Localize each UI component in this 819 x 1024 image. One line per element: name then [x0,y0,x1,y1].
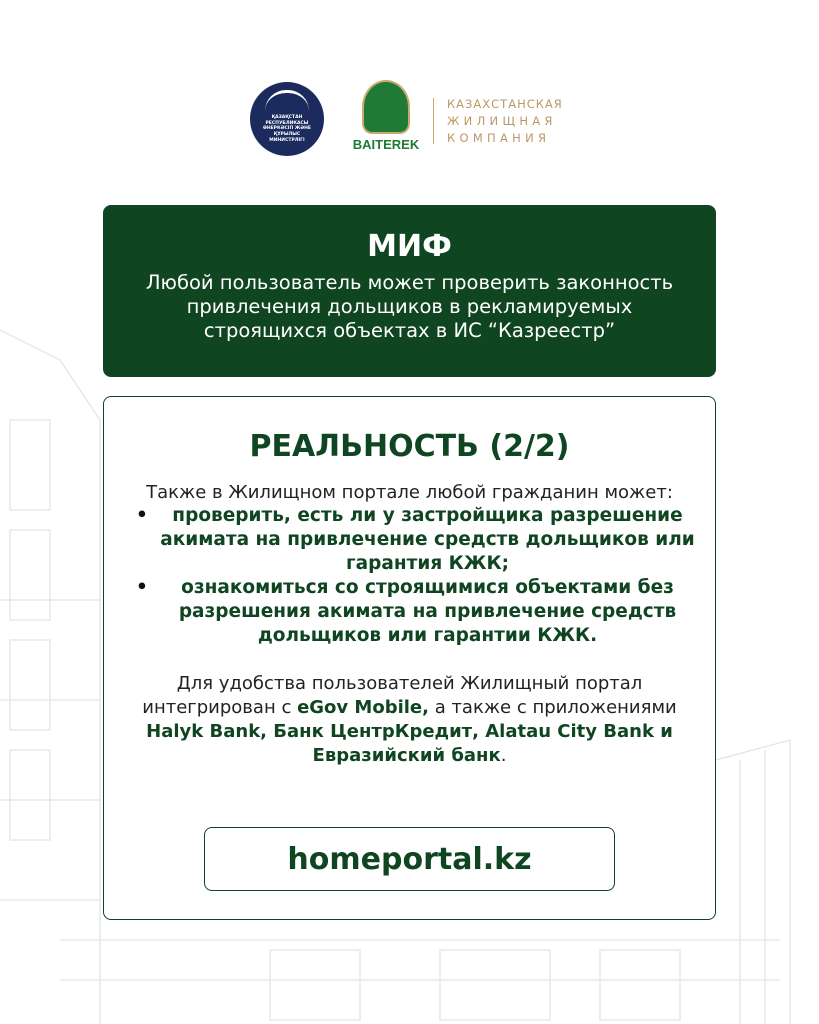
reality-card [103,396,716,920]
myth-card [103,205,716,377]
bullet-item [134,504,699,576]
myth-text: Любой пользователь может проверить законность привлечения дольщиков в рекламируемых строящихся объектах в ИС “Казреестр” [145,271,674,342]
homeportal-link[interactable]: homeportal.kz [204,827,615,891]
bullet-text: ознакомиться со строящимися объектами без разрешения акимата на привлечение средств дольщиков или гарантии КЖК. [178,577,677,646]
company-name [447,96,563,147]
reality-title: РЕАЛЬНОСТЬ (2/2) [249,429,570,464]
banks-highlight: Halyk Bank, Банк ЦентрКредит, Alatau City Bank и Евразийский банк [146,721,673,766]
bullet-text: проверить, есть ли у застройщика разрешение акимата на привлечение средств дольщиков или гарантия КЖК; [160,505,695,574]
myth-title: МИФ [367,229,452,264]
company-name-line: КОМПАНИЯ [447,131,551,145]
integration-paragraph [124,672,695,768]
gear-emblem-icon [265,90,309,111]
ministry-logo-line: ӨНЕРКӘСІП ЖӘНЕ ҚҰРЫЛЫС [263,126,311,138]
ministry-logo [250,82,324,156]
company-name-line: ЖИЛИЩНАЯ [447,114,557,128]
reality-intro: Также в Жилищном портале любой гражданин может: [146,482,673,503]
para-text: а также с приложениями [428,697,677,718]
para-text: . [500,745,507,766]
baiterek-tree-icon [362,80,410,134]
bullet-icon: • [136,577,148,598]
ministry-logo-line: МИНИСТРЛІГІ [269,138,305,144]
logo-divider [433,98,434,144]
bullet-item [134,576,699,648]
reality-bullets [104,504,715,648]
ministry-logo-line: ҚАЗАҚСТАН РЕСПУБЛИКАСЫ [265,114,309,126]
para-text: Для удобства пользователей Жилищный портал интегрирован с [142,673,643,718]
baiterek-name: BAITEREK [352,137,420,152]
baiterek-logo [350,80,422,152]
company-name-line: КАЗАХСТАНСКАЯ [447,97,563,111]
bullet-icon: • [136,505,148,526]
egov-highlight: eGov Mobile, [297,697,429,718]
